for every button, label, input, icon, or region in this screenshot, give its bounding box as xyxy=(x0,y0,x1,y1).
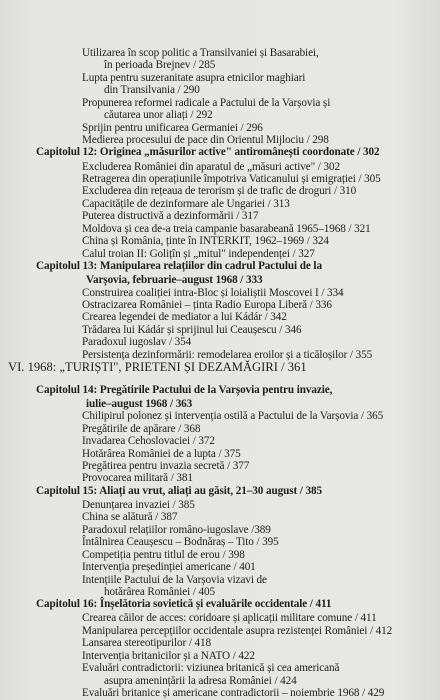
chapter-heading: iulie–august 1968 / 363 xyxy=(86,397,193,410)
toc-entry: Paradoxul relațiilor româno-iugoslave /389 xyxy=(82,523,271,536)
toc-entry: căutarea unor aliați / 292 xyxy=(104,109,213,122)
toc-entry: Utilizarea în scop politic a Transilvaniei și Basarabiei, xyxy=(82,47,319,59)
toc-entry: Pregătirea pentru invazia secretă / 377 xyxy=(82,459,250,472)
toc-entry: Intervenția președinției americane / 401 xyxy=(82,561,256,573)
toc-entry: Denunțarea invaziei / 385 xyxy=(82,498,195,511)
toc-entry: Ostracizarea României – ținta Radio Europa Liberă / 336 xyxy=(82,298,332,311)
toc-entry: Construirea coaliției intra-Bloc și loialiștii Moscovei I / 334 xyxy=(82,286,344,299)
toc-entry: China și România, ținte în INTERKIT, 1962–1969 / 324 xyxy=(82,235,329,248)
toc-entry: Medierea procesului de pace din Orientul Mijlociu / 298 xyxy=(82,134,329,146)
toc-entry: Calul troian II: Golițîn și „mitul" independenței / 327 xyxy=(82,247,315,260)
toc-entry: Persistența dezinformării: remodelarea eroilor și a ticăloșilor / 355 xyxy=(82,348,373,361)
chapter-heading: Varșovia, februarie–august 1968 / 333 xyxy=(86,274,263,287)
toc-entry: Lupta pentru suzeranitate asupra etnicilor maghiari xyxy=(82,71,306,84)
toc-entry: Pregătirile de apărare / 368 xyxy=(82,422,201,435)
toc-entry: Moldova și cea de-a treia campanie basarabeană 1965–1968 / 321 xyxy=(82,222,371,235)
toc-entry: Intervenția britanicilor și a NATO / 422 xyxy=(82,649,255,662)
toc-entry: Trădarea lui Kádár și sprijinul lui Ceaușescu / 346 xyxy=(82,323,302,336)
toc-entry: Crearea legendei de mediator a lui Kádár / 342 xyxy=(82,311,287,324)
toc-entry: Puterea distructivă a dezinformării / 317 xyxy=(82,210,259,223)
toc-entry: Chilipirul polonez și intervenția ostilă a Pactului de la Varșovia / 365 xyxy=(82,410,384,423)
toc-entry: Evaluări contradictorii: viziunea britanică și cea americană xyxy=(82,662,340,675)
toc-entry: Lansarea stereotipurilor / 418 xyxy=(82,637,212,650)
toc-entry: Hotărârea României de a lupta / 375 xyxy=(82,447,241,460)
toc-entry: Provocarea militară / 381 xyxy=(82,472,193,485)
toc-entry: Retragerea din operațiunile împotriva Vaticanului și emigrației / 305 xyxy=(82,173,381,185)
toc-entry: Competiția pentru titlul de erou / 398 xyxy=(82,548,245,561)
toc-entry: Excluderea României din aparatul de „măsuri active" / 302 xyxy=(82,160,340,173)
toc-entry: Paradoxul iugoslav / 354 xyxy=(82,336,192,349)
toc-entry: Crearea căilor de acces: coridoare și aplicații militare comune / 411 xyxy=(82,612,377,625)
chapter-heading: Capitolul 16: Înșelătoria sovietică și evaluările occidentale / 411 xyxy=(36,598,332,611)
toc-entry: din Transilvania / 290 xyxy=(104,84,200,97)
toc-entry: în perioada Brejnev / 285 xyxy=(104,59,216,72)
chapter-heading: Capitolul 14: Pregătirile Pactului de la Varșovia pentru invazie, xyxy=(36,383,333,396)
toc-entry: China se alătură / 387 xyxy=(82,511,178,524)
part-heading: VI. 1968: „TURIȘTI", PRIETENI ȘI DEZAMĂGIRI / 361 xyxy=(8,360,307,375)
toc-entry: Evaluări britanice și americane contradictorii – noiembrie 1968 / 429 xyxy=(82,687,385,699)
toc-entry: Excluderea din rețeaua de terorism și de trafic de droguri / 310 xyxy=(82,185,357,198)
toc-entry: hotărârea României / 405 xyxy=(104,585,215,598)
toc-entry: Manipularea percepțiilor occidentale asupra rezistenței României / 412 xyxy=(82,624,393,637)
toc-entry: Sprijin pentru unificarea Germaniei / 296 xyxy=(82,121,263,134)
toc-entry: Intențiile Pactului de la Varșovia vizavi de xyxy=(82,573,267,586)
toc-entry: Întâlnirea Ceaușescu – Bodnăraș – Tito / 395 xyxy=(82,536,279,549)
toc-entry: Invadarea Cehoslovaciei / 372 xyxy=(82,435,215,448)
chapter-heading: Capitolul 15: Aliați au vrut, aliați au găsit, 21–30 august / 385 xyxy=(36,484,322,497)
chapter-heading: Capitolul 13: Manipularea relațiilor din cadrul Pactului de la xyxy=(36,260,322,272)
toc-entry: Capacitățile de dezinformare ale Ungariei / 313 xyxy=(82,197,290,210)
toc-entry: asupra amenințării la adresa României / 424 xyxy=(104,674,297,687)
chapter-heading: Capitolul 12: Originea „măsurilor active" antiromânești coordonate / 302 xyxy=(36,146,380,159)
toc-entry: Propunerea reformei radicale a Pactului de la Varșovia și xyxy=(82,96,331,109)
